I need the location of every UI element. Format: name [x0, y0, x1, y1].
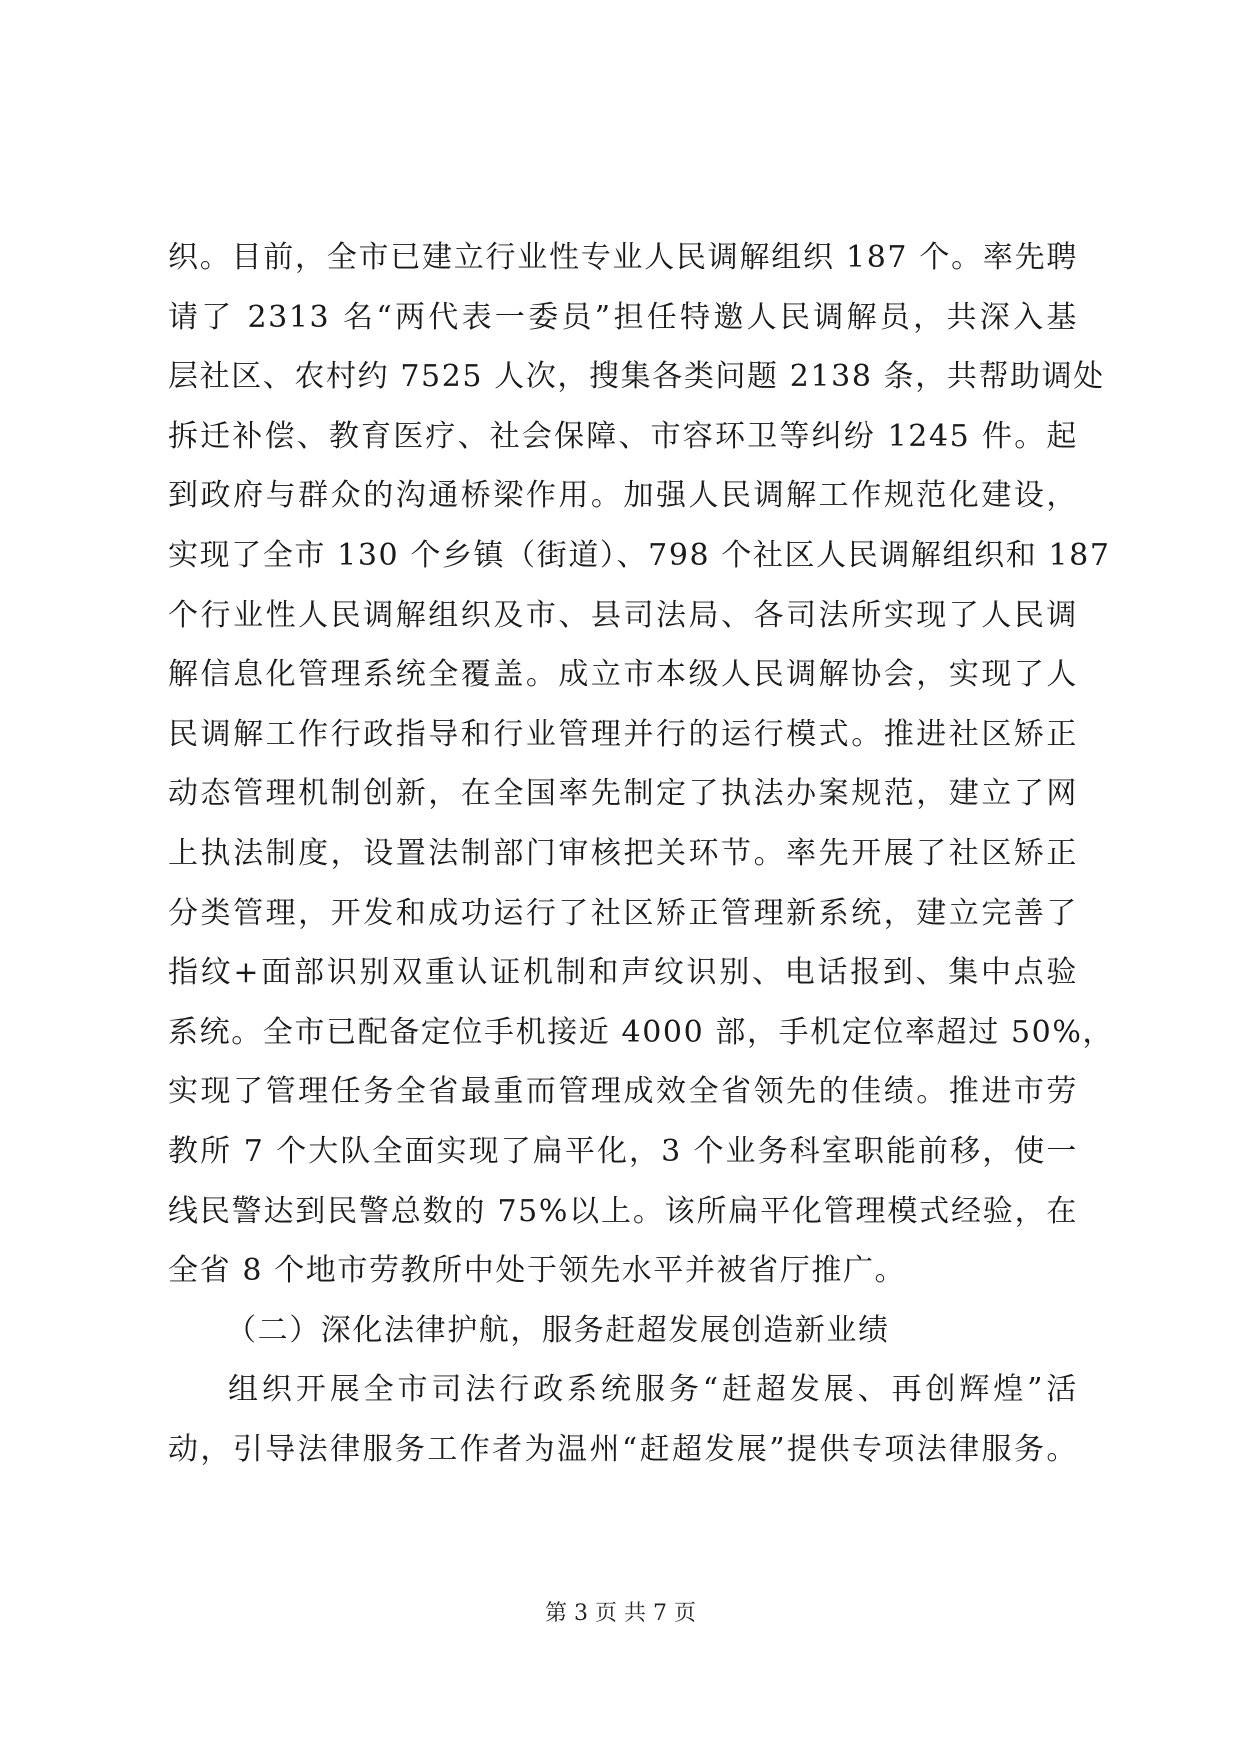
text-line: 到政府与群众的沟通桥梁作用。加强人民调解工作规范化建设，	[168, 478, 1078, 514]
text-line: 指纹+面部识别双重认证机制和声纹识别、电话报到、集中点验	[168, 955, 1078, 991]
text-line: 动态管理机制创新，在全国率先制定了执法办案规范，建立了网	[168, 776, 1078, 812]
text-line: 系统。全市已配备定位手机接近 4000 部，手机定位率超过 50%，	[168, 1014, 1115, 1050]
text-line: 个行业性人民调解组织及市、县司法局、各司法所实现了人民调	[168, 597, 1078, 633]
text-line: 层社区、农村约 7525 人次，搜集各类问题 2138 条，共帮助调处	[168, 359, 1105, 395]
text-line: 实现了全市 130 个乡镇（街道）、798 个社区人民调解组织和 187	[168, 537, 1111, 573]
text-line: 动，引导法律服务工作者为温州“赶超发展”提供专项法律服务。	[168, 1431, 1078, 1467]
text-line: 实现了管理任务全省最重而管理成效全省领先的佳绩。推进市劳	[168, 1074, 1078, 1110]
section-heading: （二）深化法律护航，服务赶超发展创造新业绩	[226, 1312, 890, 1348]
page-number-footer: 第 3 页 共 7 页	[545, 1601, 696, 1626]
text-line: 全省 8 个地市劳教所中处于领先水平并被省厅推广。	[168, 1253, 907, 1289]
text-line: 线民警达到民警总数的 75%以上。该所扁平化管理模式经验，在	[168, 1193, 1078, 1229]
text-line: 上执法制度，设置法制部门审核把关环节。率先开展了社区矫正	[168, 835, 1078, 871]
text-line: 教所 7 个大队全面实现了扁平化，3 个业务科室职能前移，使一	[168, 1133, 1078, 1169]
text-line: 请了 2313 名“两代表一委员”担任特邀人民调解员，共深入基	[168, 299, 1078, 335]
text-line: 分类管理，开发和成功运行了社区矫正管理新系统，建立完善了	[168, 895, 1078, 931]
body-text	[168, 228, 1115, 1479]
text-line: 民调解工作行政指导和行业管理并行的运行模式。推进社区矫正	[168, 716, 1078, 752]
text-line: 织。目前，全市已建立行业性专业人民调解组织 187 个。率先聘	[168, 240, 1078, 275]
text-line: 拆迁补偿、教育医疗、社会保障、市容环卫等纠纷 1245 件。起	[168, 418, 1078, 454]
paragraph-first-line: 组织开展全市司法行政系统服务“赶超发展、再创辉煌”活	[228, 1372, 1078, 1408]
text-line: 解信息化管理系统全覆盖。成立市本级人民调解协会，实现了人	[168, 657, 1078, 693]
